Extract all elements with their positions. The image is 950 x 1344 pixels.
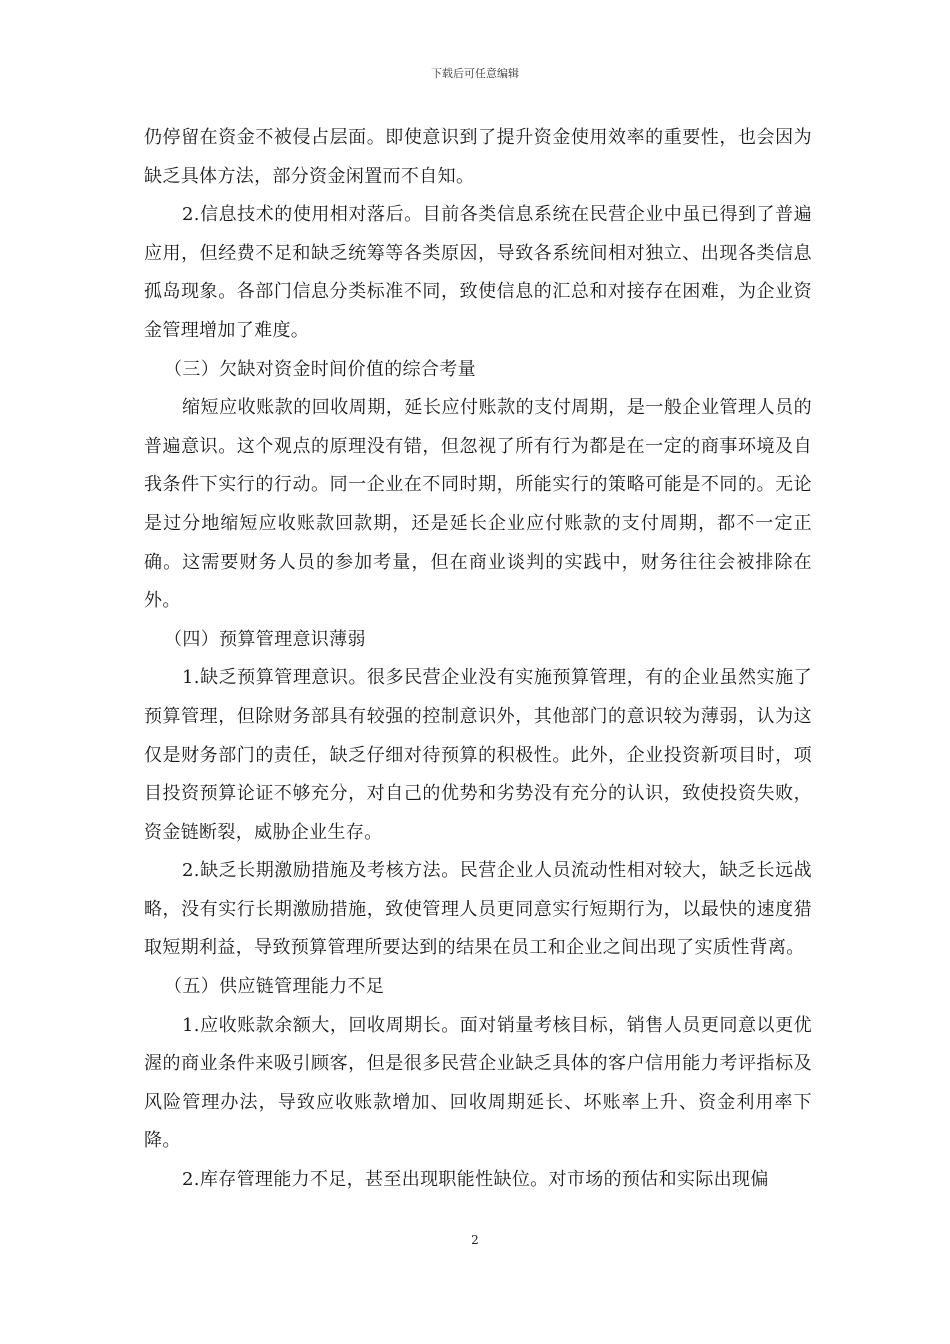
paragraph-time-value: 缩短应收账款的回收周期，延长应付账款的支付周期，是一般企业管理人员的普遍意识。这个观点的原理没有错，但忽视了所有行为都是在一定的商事环境及自我条件下实行的行动。同一企业在不同时期，所能实行的策略可能是不同的。无论是过分地缩短应收账款回款期，还是延长企业应付账款的支付周期，都不一定正确。这需要财务人员的参加考量，但在商业谈判的实践中，财务往往会被排除在外。 (144, 397, 812, 612)
section-heading-4: （四）预算管理意识薄弱 (164, 628, 366, 650)
page-header: 下载后可任意编辑 (431, 67, 519, 80)
paragraph-budget-awareness: 1.缺乏预算管理意识。很多民营企业没有实施预算管理，有的企业虽然实施了预算管理，但除财务部具有较强的控制意识外，其他部门的意识较为薄弱，认为这仅是财务部门的责任，缺乏仔细对待预算的积极性。此外，企业投资新项目时，项目投资预算论证不够充分，对自己的优势和劣势没有充分的认识，致使投资失败，资金链断裂，威胁企业生存。 (144, 667, 812, 843)
page-number: 2 (471, 1233, 479, 1247)
document-body (144, 119, 812, 1200)
paragraph-receivables: 1.应收账款余额大，回收周期长。面对销量考核目标，销售人员更同意以更优渥的商业条件来吸引顾客，但是很多民营企业缺乏具体的客户信用能力考评指标及风险管理办法，导致应收账款增加、回收周期延长、坏账率上升、资金利用率下降。 (144, 1014, 812, 1152)
paragraph-continuation: 仍停留在资金不被侵占层面。即使意识到了提升资金使用效率的重要性，也会因为缺乏具体方法，部分资金闲置而不自知。 (144, 127, 812, 187)
paragraph-info-tech: 2.信息技术的使用相对落后。目前各类信息系统在民营企业中虽已得到了普遍应用，但经费不足和缺乏统筹等各类原因，导致各系统间相对独立、出现各类信息孤岛现象。各部门信息分类标准不同，致使信息的汇总和对接存在困难，为企业资金管理增加了难度。 (144, 204, 812, 341)
section-heading-5: （五）供应链管理能力不足 (164, 976, 385, 998)
section-heading-3: （三）欠缺对资金时间价值的综合考量 (164, 358, 476, 380)
paragraph-inventory: 2.库存管理能力不足，甚至出现职能性缺位。对市场的预估和实际出现偏 (182, 1169, 769, 1191)
paragraph-incentives: 2.缺乏长期激励措施及考核方法。民营企业人员流动性相对较大，缺乏长远战略，没有实行长期激励措施，致使管理人员更同意实行短期行为，以最快的速度猎取短期利益，导致预算管理所要达到的结果在员工和企业之间出现了实质性背离。 (144, 860, 812, 959)
